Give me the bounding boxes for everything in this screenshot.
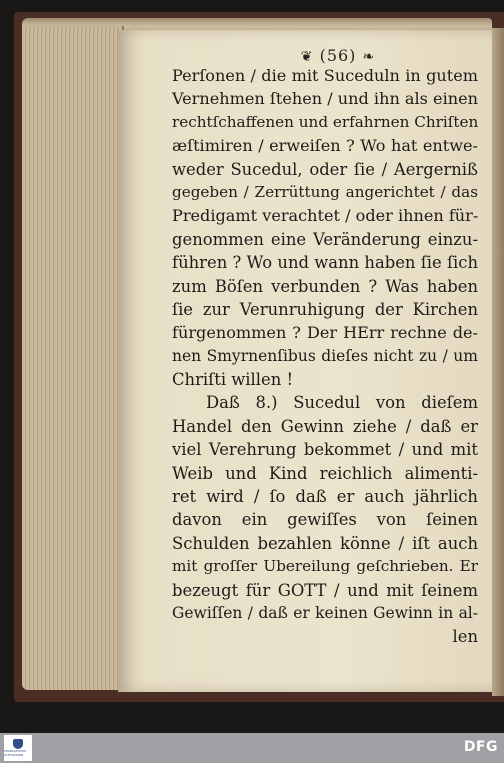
text-line: Gewiſſen / daß er keinen Gewinn in al- xyxy=(172,603,478,622)
page-right-edge xyxy=(492,28,504,696)
text-line: ret wird / ſo daß er auch jährlich xyxy=(172,487,478,507)
text-line: Predigamt verachtet / oder ihnen für- xyxy=(172,206,479,226)
text-line: rechtſchaffenen und erfahrnen Chriſten xyxy=(172,112,479,131)
ornament-right-icon: ❧ xyxy=(362,49,376,65)
text-line: Perſonen / die mit Suceduln in gutem xyxy=(172,66,478,85)
text-line: Handel den Gewinn ziehe / daß er xyxy=(172,416,478,436)
text-line: führen ? Wo und wann haben ſie ſich xyxy=(172,253,478,273)
institution-logo[interactable] xyxy=(4,735,32,761)
text-line: ſie zur Verunruhigung der Kirchen xyxy=(172,299,478,319)
text-line: davon ein gewiſſes von ſeinen xyxy=(172,510,478,530)
catchword: len xyxy=(452,627,478,647)
text-line: weder Sucedul, oder ſie / Aergerniß xyxy=(172,159,478,179)
page-number: (56) xyxy=(319,46,357,65)
logo-text: FRANCKESCHE STIFTUNGEN xyxy=(4,749,27,757)
viewer-footer xyxy=(0,733,504,763)
crest-icon xyxy=(13,739,23,749)
text-line: bezeugt für GOTT / und mit ſeinem xyxy=(172,580,478,600)
text-line: fürgenommen ? Der HErr rechne de- xyxy=(172,323,478,343)
text-line: Daß 8.) Sucedul von dieſem xyxy=(206,393,478,413)
ornament-left-icon: ❦ xyxy=(300,49,314,65)
text-line: Schulden bezahlen könne / iſt auch xyxy=(172,533,478,553)
text-line: gegeben / Zerrüttung angerichtet / das xyxy=(172,182,478,201)
text-line: nen Smyrnenſibus dieſes nicht zu / um xyxy=(172,346,478,365)
text-line: æſtimiren / erweiſen ? Wo hat entwe- xyxy=(172,136,478,156)
text-line: mit groſſer Ubereilung geſchrieben. Er xyxy=(172,557,478,576)
text-line: Vernehmen ſtehen / und ihn als einen xyxy=(172,89,478,109)
dfg-logo[interactable]: DFG xyxy=(463,739,498,755)
text-line: Chriſti willen ! xyxy=(172,370,294,390)
text-line: zum Böſen verbunden ? Was haben xyxy=(172,276,478,296)
text-line: viel Verehrung bekommet / und mit xyxy=(172,440,478,460)
page-edges-stack xyxy=(22,26,124,690)
page-text xyxy=(172,64,478,649)
text-line: Weib und Kind reichlich alimenti- xyxy=(172,463,478,483)
text-line: genommen eine Veränderung einzu- xyxy=(172,229,478,249)
